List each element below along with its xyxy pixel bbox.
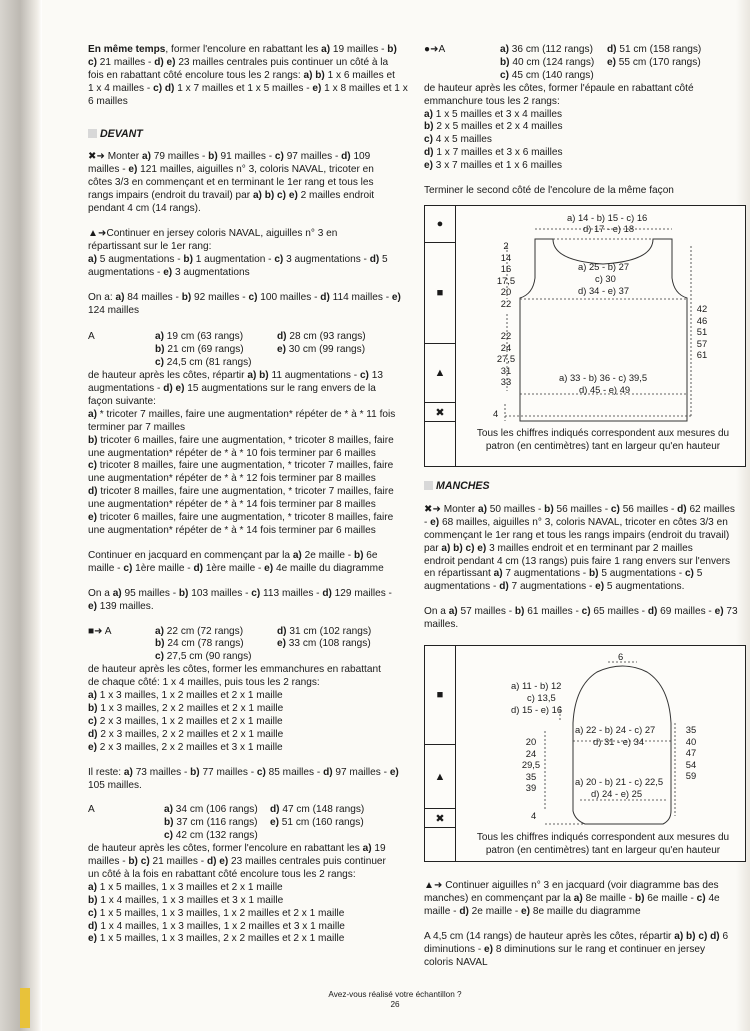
text-line: 1 x 4 mailles - c) d) 1 x 7 mailles et 1 x 5 mailles - e) 1 x 8 mailles et 1 x: [88, 82, 408, 94]
table-cell: [88, 344, 155, 357]
text-line: e) 3 x 7 mailles et 1 x 6 mailles: [424, 160, 563, 172]
text-line: terminer par 7 mailles: [88, 421, 186, 433]
sleeve-count-paragraph: [424, 606, 746, 632]
table-cell: [88, 638, 155, 651]
text-line: fois en rabattant côté encolure tous les 2 rangs: a) b) 1 x 6 mailles et: [88, 69, 395, 81]
table-cell: [88, 830, 164, 843]
text-line: d) 1 x 7 mailles et 3 x 6 mailles: [424, 147, 563, 159]
page-footer: [300, 990, 490, 1010]
body-height-labels: 22 24 27,5 31 33: [496, 330, 516, 387]
rib-height-label: 4: [493, 408, 499, 419]
table-cell: d) 51 cm (158 rangs): [607, 44, 702, 55]
text-line: de hauteur après les côtes, répartir a) b) 11 augmentations - c) 13: [88, 370, 383, 382]
table-cell: e) 33 cm (108 rangs): [277, 638, 371, 650]
table-cell: a) 22 cm (72 rangs): [155, 625, 244, 637]
text-line: 6 mailles: [88, 95, 128, 107]
height-table-b: [88, 804, 414, 843]
text-line: e) 139 mailles.: [88, 600, 154, 612]
text-line: b) 1 x 3 mailles, 2 x 2 mailles et 2 x 1 maille: [88, 702, 284, 714]
triangle-symbol-cell: ▲: [425, 344, 455, 403]
table-cell: d) 47 cm (148 rangs): [270, 804, 365, 816]
sleeve-top-label: 6: [618, 651, 624, 662]
text-line: mailles.: [424, 619, 459, 631]
text-line: On a: a) 84 mailles - b) 92 mailles - c) 100 mailles - d) 114 mailles - e): [88, 291, 401, 303]
text-line: e) tricoter 6 mailles, faire une augmentation, * tricoter 8 mailles, faire: [88, 512, 394, 524]
cap-label-1: a) 11 - b) 12: [511, 680, 562, 691]
sleeve-jacquard-paragraph: [424, 880, 746, 919]
text-line: de hauteur après les côtes, former l'épaule en rabattant côté: [424, 82, 694, 94]
table-cell: e) 55 cm (170 rangs): [607, 56, 701, 68]
text-line: de hauteur après les côtes, former l'encolure en rabattant les a) 19: [88, 843, 386, 855]
text-line: façon suivante:: [88, 395, 156, 407]
table-cell: [88, 357, 155, 370]
text-line: ▲➜Continuer en jersey coloris NAVAL, aiguilles n° 3 en: [88, 227, 338, 239]
sleeve-decrease-paragraph: [424, 931, 746, 970]
chest-label-3: d) 34 - e) 37: [578, 285, 630, 296]
text-line: 105 mailles.: [88, 779, 142, 791]
text-line: d) 1 x 4 mailles, 1 x 3 mailles, 1 x 2 mailles et 3 x 1 maille: [88, 920, 345, 932]
text-line: b) 2 x 5 mailles et 2 x 4 mailles: [424, 121, 563, 133]
text-line: 124 mailles: [88, 304, 140, 316]
neck-width-label-2: d) 17 - e) 18: [583, 223, 635, 234]
text-line: coloris NAVAL: [424, 956, 488, 968]
text-line: c) tricoter 8 mailles, faire une augmentation, * tricoter 7 mailles, faire: [88, 460, 394, 472]
neckline-paragraph-2: [88, 843, 414, 946]
table-cell: d) 28 cm (93 rangs): [277, 331, 366, 343]
text-line: En même temps, former l'encolure en rabattant les a) 19 mailles - b): [88, 44, 397, 55]
table-cell: ■➜ A: [88, 625, 112, 637]
text-line: A 4,5 cm (14 rangs) de hauteur après les côtes, répartir a) b) c) d) 6: [424, 930, 729, 942]
table-cell: c) 24,5 cm (81 rangs): [155, 357, 252, 369]
table-cell: A: [88, 331, 95, 343]
table-cell: a) 19 cm (63 rangs): [155, 331, 244, 343]
text-line: de chaque côté: 1 x 4 mailles, puis tous les 2 rangs:: [88, 677, 320, 689]
text-line: a) 1 x 5 mailles et 3 x 4 mailles: [424, 108, 563, 120]
chest-label-2: c) 30: [595, 273, 616, 284]
second-side-paragraph: Terminer le second côté de l'encolure de la même façon: [424, 185, 674, 197]
text-line: c) 21 mailles - d) e) 23 mailles centrales puis continuer un côté à la: [88, 56, 389, 68]
height-table-dot: [424, 44, 746, 83]
table-cell: c) 45 cm (140 rangs): [500, 69, 594, 81]
body-diagram: [424, 205, 746, 467]
table-cell: [424, 70, 500, 83]
footer-question: Avez-vous réalisé votre échantillon ?: [328, 990, 462, 999]
table-cell: [270, 830, 414, 843]
table-cell: ●➜A: [424, 44, 446, 55]
table-cell: e) 51 cm (160 rangs): [270, 817, 364, 829]
text-line: Il reste: a) 73 mailles - b) 77 mailles - c) 85 mailles - d) 97 mailles - e): [88, 766, 399, 778]
table-cell: b) 24 cm (78 rangs): [155, 638, 244, 650]
text-line: de hauteur après les côtes, former les emmanchures en rabattant: [88, 664, 381, 676]
text-line: manches) en commençant par la a) 8e maille - b) 6e maille - c) 4e: [424, 892, 720, 904]
armhole-width-label-2: d) 31 - e) 34: [593, 736, 645, 747]
devant-title: DEVANT: [100, 127, 143, 140]
dot-symbol-cell: ●: [425, 206, 455, 243]
armhole-width-label-1: a) 22 - b) 24 - c) 27: [575, 724, 656, 735]
right-column: [424, 44, 746, 198]
diagram2-caption: Tous les chiffres indiqués correspondent aux mesures du patron (en centimètres) tant en largeur qu'en hauteur: [476, 832, 730, 856]
diagram1-caption: Tous les chiffres indiqués correspondent aux mesures du patron (en centimètres) tant en largeur qu'en hauteur: [476, 428, 730, 452]
increase-paragraph: [88, 370, 414, 538]
sleeve-rib-label: 4: [531, 810, 537, 821]
stitch-count-paragraph-2: [88, 588, 414, 614]
height-table-square: [88, 626, 414, 665]
table-cell: a) 34 cm (106 rangs): [164, 804, 258, 816]
table-cell: A: [88, 804, 95, 816]
text-line: e) 1 x 5 mailles, 1 x 3 mailles, 2 x 2 mailles et 2 x 1 maille: [88, 933, 345, 945]
table-cell: b) 37 cm (116 rangs): [164, 817, 258, 829]
text-line: par a) b) c) e) 3 mailles endroit et en terminant par 2 mailles: [424, 542, 693, 554]
text-line: emmanchure tous les 2 rangs:: [424, 95, 560, 107]
text-line: côtes 3/3 en commençant et en terminant le 1er rang et tous les: [88, 177, 374, 189]
text-line: mailles - e) 121 mailles, aiguilles n° 3, coloris NAVAL, tricoter en: [88, 164, 374, 176]
table-cell: [277, 357, 414, 370]
chest-label-1: a) 25 - b) 27: [578, 261, 630, 272]
table-cell: b) 40 cm (124 rangs): [500, 56, 595, 68]
sleeve-jacquard-section: [424, 880, 746, 969]
table-cell: [607, 70, 746, 83]
neck-width-label: a) 14 - b) 15 - c) 16: [567, 212, 648, 223]
text-line: On a a) 57 mailles - b) 61 mailles - c) 65 mailles - d) 69 mailles - e) 73: [424, 606, 738, 618]
text-line: b) tricoter 6 mailles, faire une augmentation, * tricoter 8 mailles, faire: [88, 434, 394, 446]
shoulder-height-labels: 2 14 16 17,5 20 22: [496, 240, 516, 309]
text-line: ✖➜ Monter a) 79 mailles - b) 91 mailles - c) 97 mailles - d) 109: [88, 151, 371, 163]
text-line: a) * tricoter 7 mailles, faire une augmentation* répéter de * à * 11 fois: [88, 408, 396, 420]
hem-width-label-1: a) 33 - b) 36 - c) 39,5: [559, 372, 648, 383]
text-line: mailles - b) c) 21 mailles - d) e) 23 mailles centrales puis continuer: [88, 856, 386, 868]
text-line: répartissant sur le 1er rang:: [88, 240, 212, 252]
text-line: rangs impairs (endroit du travail) par a) b) c) e) 2 mailles endroit: [88, 190, 375, 202]
hem-width-label-2: d) 45 - e) 49: [579, 384, 631, 395]
text-line: a) 5 augmentations - b) 1 augmentation - c) 3 augmentations - d) 5: [88, 253, 388, 265]
text-line: en répartissant a) 7 augmentations - b) 5 augmentations - c) 5: [424, 568, 703, 580]
table-cell: a) 36 cm (112 rangs): [500, 44, 593, 55]
height-table-a: [88, 331, 414, 370]
text-line: ✖➜ Monter a) 50 mailles - b) 56 mailles - c) 56 mailles - d) 62 mailles: [424, 503, 735, 515]
table-cell: e) 30 cm (99 rangs): [277, 344, 366, 356]
armhole-paragraph: [88, 664, 414, 754]
cast-on-paragraph: [88, 151, 414, 216]
sleeve-height-labels: 20 24 29,5 35 39: [521, 736, 541, 794]
cap-label-2: c) 13,5: [527, 692, 556, 703]
table-cell: c) 42 cm (132 rangs): [164, 830, 258, 842]
cuff-width-label-1: a) 20 - b) 21 - c) 22,5: [575, 776, 664, 787]
text-line: d) 2 x 3 mailles, 2 x 2 mailles et 2 x 1 maille: [88, 728, 284, 740]
text-line: c) 4 x 5 mailles: [424, 134, 492, 146]
text-line: commençant le 1er rang et tous les rangs impairs (endroit du travail): [424, 529, 730, 541]
text-line: une augmentation* répéter de * à * 14 fois terminer par 6 mailles: [88, 525, 376, 536]
table-cell: [424, 57, 500, 70]
text-line: diminutions - e) 8 diminutions sur le rang et continuer en jersey: [424, 943, 706, 955]
left-column: [88, 44, 414, 946]
text-line: une augmentation* répéter de * à * 14 fois terminer par 8 mailles: [88, 499, 376, 511]
table-cell: [88, 651, 155, 664]
sleeve-diagram: [424, 645, 746, 862]
text-line: augmentations - e) 3 augmentations: [88, 266, 250, 278]
jacquard-paragraph: [88, 550, 414, 576]
square-symbol-cell-2: ■: [425, 646, 455, 745]
neckline-paragraph: [88, 44, 414, 109]
cuff-width-label-2: d) 24 - e) 25: [591, 788, 643, 799]
text-line: c) 2 x 3 mailles, 1 x 2 mailles et 2 x 1 maille: [88, 715, 283, 727]
text-line: un côté à la fois en rabattant côté encolure tous les 2 rangs:: [88, 868, 356, 880]
table-cell: [88, 817, 164, 830]
square-symbol-cell: ■: [425, 243, 455, 344]
text-line: augmentations - d) e) 15 augmentations sur le rang envers de la: [88, 383, 376, 395]
text-line: augmentations - d) 7 augmentations - e) 5 augmentations.: [424, 581, 685, 593]
table-cell: c) 27,5 cm (90 rangs): [155, 651, 252, 663]
text-line: c) 1 x 5 mailles, 1 x 3 mailles, 1 x 2 mailles et 2 x 1 maille: [88, 907, 345, 919]
cross-symbol-cell: ✖: [425, 403, 455, 422]
manches-title: MANCHES: [436, 480, 490, 492]
binding-spine: [0, 0, 42, 1031]
text-line: On a a) 95 mailles - b) 103 mailles - c) 113 mailles - d) 129 mailles -: [88, 587, 392, 599]
table-cell: b) 21 cm (69 rangs): [155, 344, 244, 356]
spine-color-mark: [20, 988, 30, 1028]
jersey-paragraph: [88, 228, 414, 280]
sleeve-cast-on-paragraph: [424, 504, 746, 594]
table-cell: d) 31 cm (102 rangs): [277, 625, 372, 637]
text-line: ▲➜ Continuer aiguilles n° 3 en jacquard (voir diagramme bas des: [424, 880, 719, 891]
manches-section: [424, 480, 746, 632]
triangle-symbol-cell-2: ▲: [425, 745, 455, 809]
text-line: b) 1 x 4 mailles, 1 x 3 mailles et 3 x 1 maille: [88, 894, 284, 906]
text-line: a) 1 x 3 mailles, 1 x 2 mailles et 2 x 1 maille: [88, 690, 283, 702]
page-number: 26: [390, 1000, 400, 1009]
shoulder-paragraph: [424, 83, 746, 173]
total-height-labels: 42 46 51 57 61: [696, 303, 708, 361]
table-cell: [277, 651, 414, 664]
text-line: une augmentation* répéter de * à * 12 fois terminer par 8 mailles: [88, 473, 376, 485]
text-line: e) 2 x 3 mailles, 2 x 2 mailles et 3 x 1 maille: [88, 741, 283, 753]
section-devant: [88, 128, 414, 141]
text-line: une augmentation* répéter de * à * 10 fois terminer par 6 mailles: [88, 447, 376, 459]
stitch-count-paragraph: [88, 292, 414, 318]
remaining-paragraph: [88, 767, 414, 793]
text-line: d) tricoter 8 mailles, faire une augmentation, * tricoter 7 mailles, faire: [88, 486, 394, 498]
cross-symbol-cell-2: ✖: [425, 809, 455, 828]
text-line: maille - c) 1ère maille - d) 1ère maille - e) 4e maille du diagramme: [88, 562, 384, 574]
text-line: pendant 4 cm (14 rangs).: [88, 203, 201, 215]
text-line: endroit pendant 4 cm (13 rangs) puis faire 1 rang envers sur l'envers: [424, 555, 731, 567]
sleeve-total-height-labels: 35 40 47 54 59: [685, 724, 697, 782]
text-line: Continuer en jacquard en commençant par la a) 2e maille - b) 6e: [88, 549, 378, 561]
text-line: a) 1 x 5 mailles, 1 x 3 mailles et 2 x 1 maille: [88, 881, 283, 893]
text-line: maille - d) 2e maille - e) 8e maille du diagramme: [424, 905, 641, 917]
cap-label-3: d) 15 - e) 16: [511, 704, 563, 715]
text-line: - e) 68 mailles, aiguilles n° 3, coloris NAVAL, tricoter en côtes 3/3 en: [424, 516, 728, 528]
